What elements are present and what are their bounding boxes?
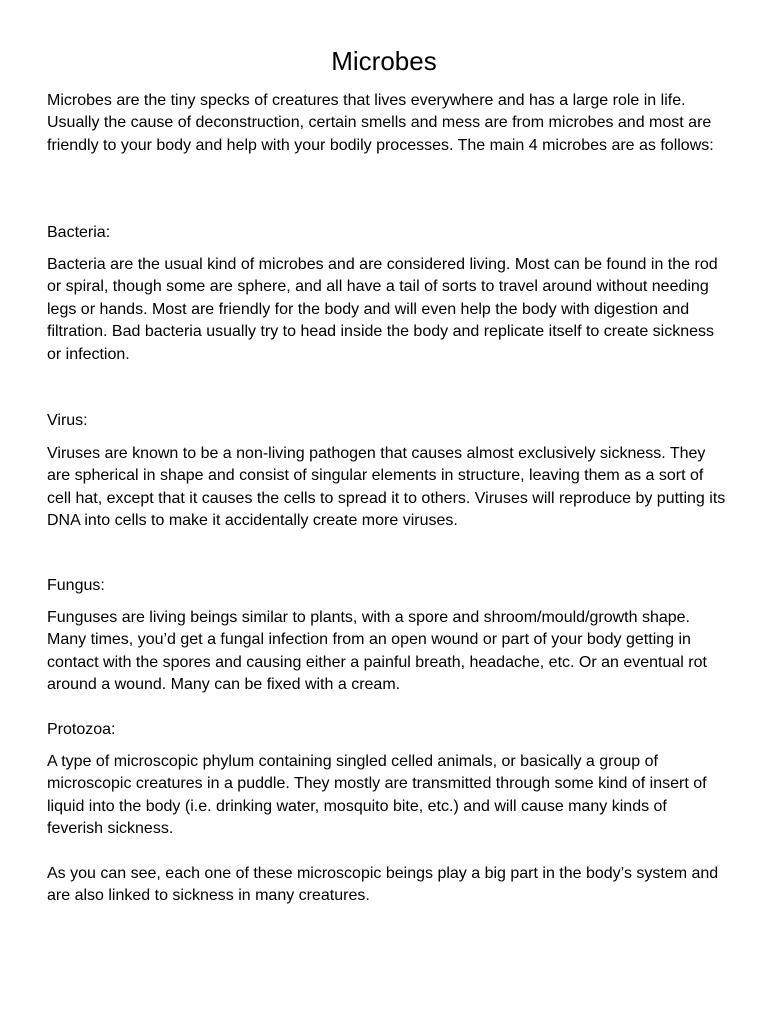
- intro-paragraph: Microbes are the tiny specks of creatures that lives everywhere and has a large role in life. Usually the cause of deconstruction, certain smells and mess are from microbes and most are friendly to your body and help with your bodily processes. The main 4 microbes are as follows:: [47, 92, 714, 154]
- section-body-virus: Viruses are known to be a non-living pathogen that causes almost exclusively sickness. They are spherical in shape and consist of singular elements in structure, leaving them as a sort of cell hat, except that it causes the cells to spread it to others. Viruses will reproduce by putting its DNA into cells to make it accidentally create more viruses.: [47, 445, 726, 530]
- section-body-fungus: Funguses are living beings similar to plants, with a spore and shroom/mould/growth shape. Many times, you’d get a fungal infection from an open wound or part of your body getting in contact with the spores and causing either a painful breath, headache, etc. Or an eventual rot around a wound. Many can be fixed with a cream.: [47, 609, 707, 694]
- page-title: Microbes: [331, 46, 437, 76]
- section-body-bacteria: Bacteria are the usual kind of microbes and are considered living. Most can be found in the rod or spiral, though some are sphere, and all have a tail of sorts to travel around without needing legs or hands. Most are friendly for the body and will even help the body with digestion and filtration. Bad bacteria usually try to head inside the body and replicate itself to create sickness or infection.: [47, 256, 718, 363]
- section-heading-bacteria: Bacteria:: [47, 224, 111, 241]
- conclusion-paragraph: As you can see, each one of these microscopic beings play a big part in the body’s system and are also linked to sickness in many creatures.: [47, 865, 719, 905]
- section-body-protozoa: A type of microscopic phylum containing singled celled animals, or basically a group of microscopic creatures in a puddle. They mostly are transmitted through some kind of insert of liquid into the body (i.e. drinking water, mosquito bite, etc.) and will cause many kinds of feverish sickness.: [47, 753, 707, 838]
- section-heading-virus: Virus:: [47, 412, 88, 429]
- section-heading-fungus: Fungus:: [47, 577, 105, 594]
- section-heading-protozoa: Protozoa:: [47, 721, 116, 738]
